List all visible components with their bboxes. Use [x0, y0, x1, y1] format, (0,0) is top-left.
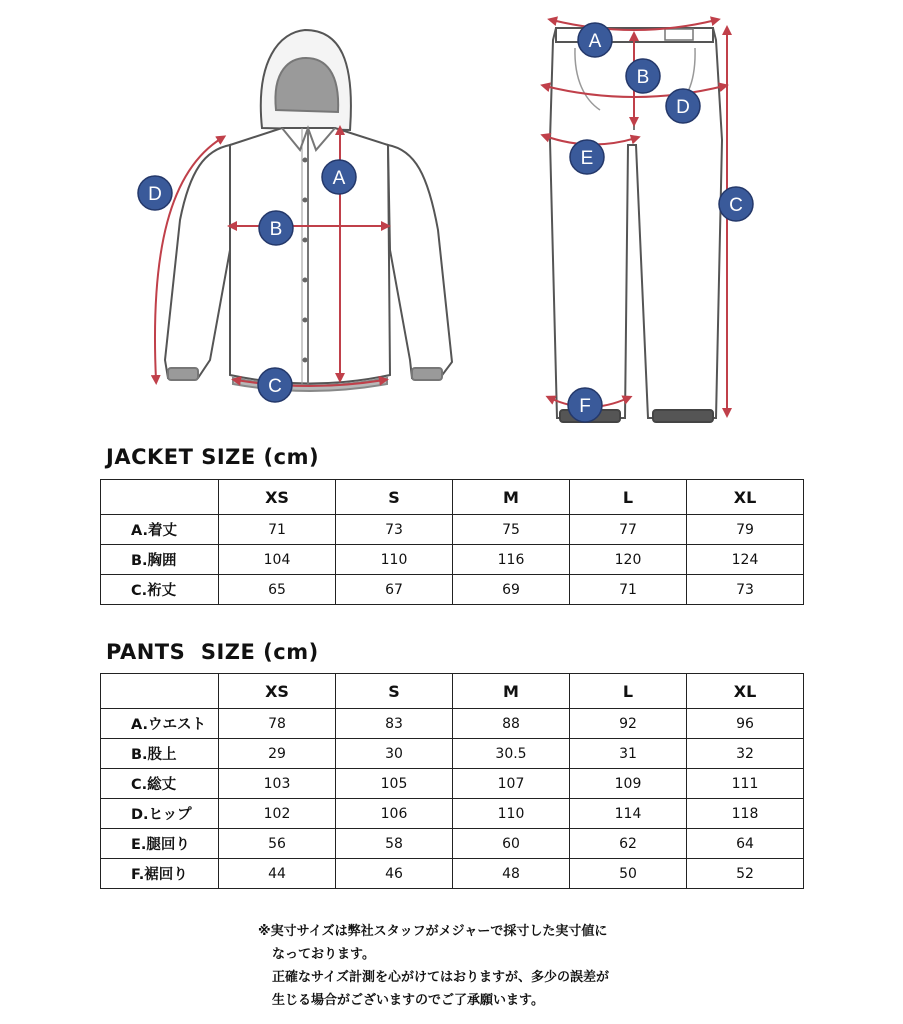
row-label: F.裾回り [101, 859, 219, 889]
svg-text:B: B [636, 67, 650, 88]
table-row [101, 739, 804, 769]
svg-text:C: C [729, 195, 743, 216]
svg-text:E: E [580, 148, 594, 169]
header-s: S [336, 480, 453, 515]
row-label: C.総丈 [101, 769, 219, 799]
table-cell: 79 [687, 515, 804, 545]
pants-marker-d [666, 89, 700, 123]
row-label: C.裄丈 [101, 575, 219, 605]
jacket-marker-b [259, 211, 293, 245]
size-diagram [0, 0, 903, 440]
row-label: A.ウエスト [101, 709, 219, 739]
table-cell: 44 [219, 859, 336, 889]
pants-marker-f [568, 388, 602, 422]
table-cell: 104 [219, 545, 336, 575]
table-row [101, 709, 804, 739]
table-row [101, 799, 804, 829]
table-cell: 78 [219, 709, 336, 739]
table-cell: 106 [336, 799, 453, 829]
table-row [101, 859, 804, 889]
note-line: なっております。 [272, 947, 375, 962]
table-cell: 83 [336, 709, 453, 739]
table-cell: 65 [219, 575, 336, 605]
table-cell: 73 [336, 515, 453, 545]
table-cell: 88 [453, 709, 570, 739]
svg-text:A: A [588, 31, 602, 52]
pants-marker-b [626, 59, 660, 93]
jacket-marker-d [138, 176, 172, 210]
note-line: 生じる場合がございますのでご了承願います。 [272, 993, 544, 1008]
jacket-marker-a [322, 160, 356, 194]
table-cell: 124 [687, 545, 804, 575]
header-blank-cell [101, 480, 219, 515]
pants-size-table [100, 673, 804, 889]
jacket-marker-c [258, 368, 292, 402]
svg-text:C: C [268, 376, 282, 397]
table-row [101, 515, 804, 545]
row-label: D.ヒップ [101, 799, 219, 829]
table-row [101, 545, 804, 575]
row-label: E.腿回り [101, 829, 219, 859]
table-cell: 48 [453, 859, 570, 889]
svg-text:A: A [332, 168, 346, 189]
table-cell: 77 [570, 515, 687, 545]
table-cell: 73 [687, 575, 804, 605]
jacket-size-table [100, 479, 804, 605]
header-blank-cell [101, 674, 219, 709]
svg-text:B: B [269, 219, 283, 240]
table-header-row [101, 674, 804, 709]
header-xs: XS [219, 480, 336, 515]
table-cell: 102 [219, 799, 336, 829]
table-cell: 60 [453, 829, 570, 859]
measurement-note [258, 920, 609, 1012]
table-cell: 64 [687, 829, 804, 859]
table-cell: 32 [687, 739, 804, 769]
header-m: M [453, 480, 570, 515]
table-cell: 29 [219, 739, 336, 769]
jacket-size-title: JACKET SIZE (cm) [106, 445, 320, 469]
row-label: A.着丈 [101, 515, 219, 545]
pants-size-title: PANTS SIZE (cm) [106, 640, 319, 664]
table-cell: 31 [570, 739, 687, 769]
table-cell: 103 [219, 769, 336, 799]
table-cell: 110 [336, 545, 453, 575]
table-cell: 96 [687, 709, 804, 739]
header-xl: XL [687, 674, 804, 709]
pants-marker-c [719, 187, 753, 221]
table-cell: 109 [570, 769, 687, 799]
table-cell: 52 [687, 859, 804, 889]
note-line: 正確なサイズ計測を心がけてはおりますが、多少の誤差が [272, 970, 609, 985]
table-row [101, 829, 804, 859]
table-cell: 58 [336, 829, 453, 859]
table-cell: 118 [687, 799, 804, 829]
header-xs: XS [219, 674, 336, 709]
header-xl: XL [687, 480, 804, 515]
svg-text:F: F [579, 396, 591, 417]
header-l: L [570, 674, 687, 709]
table-cell: 110 [453, 799, 570, 829]
table-cell: 120 [570, 545, 687, 575]
table-cell: 116 [453, 545, 570, 575]
table-cell: 69 [453, 575, 570, 605]
note-line: ※実寸サイズは弊社スタッフがメジャーで採寸した実寸値に [258, 924, 608, 939]
svg-text:D: D [148, 184, 162, 205]
pants-marker-e [570, 140, 604, 174]
header-s: S [336, 674, 453, 709]
table-cell: 75 [453, 515, 570, 545]
table-cell: 30 [336, 739, 453, 769]
table-cell: 46 [336, 859, 453, 889]
header-m: M [453, 674, 570, 709]
table-cell: 62 [570, 829, 687, 859]
svg-text:D: D [676, 97, 690, 118]
table-cell: 71 [570, 575, 687, 605]
table-row [101, 575, 804, 605]
table-cell: 107 [453, 769, 570, 799]
table-header-row [101, 480, 804, 515]
table-cell: 71 [219, 515, 336, 545]
row-label: B.股上 [101, 739, 219, 769]
table-cell: 67 [336, 575, 453, 605]
pants-marker-a [578, 23, 612, 57]
table-cell: 105 [336, 769, 453, 799]
table-cell: 30.5 [453, 739, 570, 769]
table-row [101, 769, 804, 799]
header-l: L [570, 480, 687, 515]
table-cell: 50 [570, 859, 687, 889]
row-label: B.胸囲 [101, 545, 219, 575]
table-cell: 111 [687, 769, 804, 799]
table-cell: 114 [570, 799, 687, 829]
jacket-illustration [165, 30, 452, 391]
table-cell: 92 [570, 709, 687, 739]
table-cell: 56 [219, 829, 336, 859]
